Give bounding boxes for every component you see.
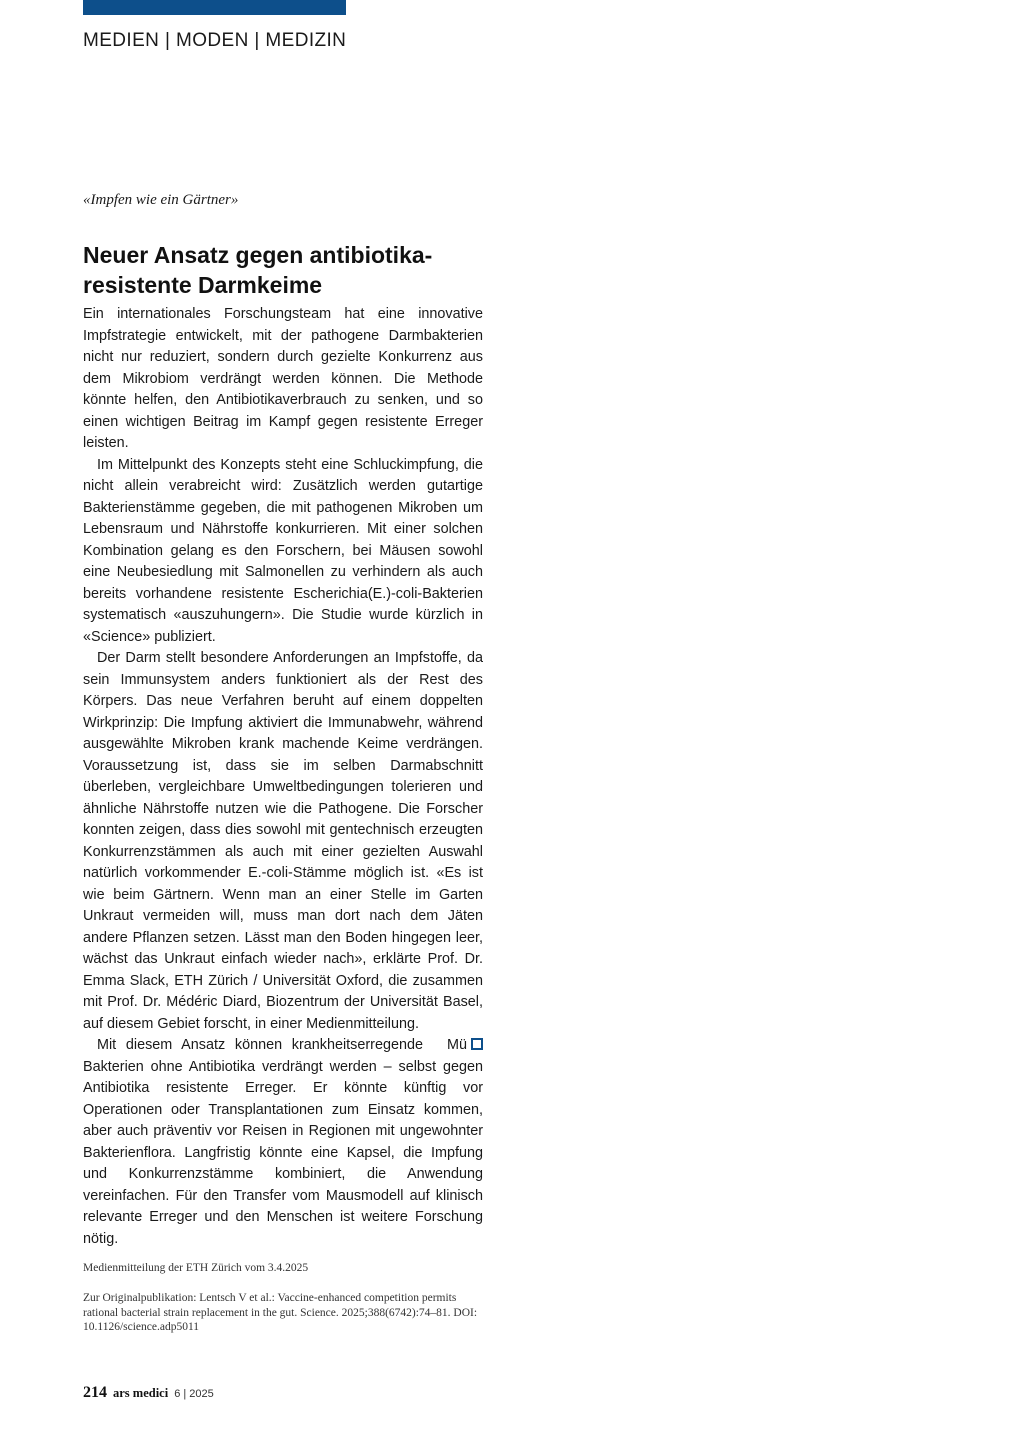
article-headline (83, 240, 483, 300)
article-paragraph: Ein internationales Forschungsteam hat eine innovative Impfstrategie entwickelt, mit der pathogene Darmbakterien nicht nur reduziert, sondern durch gezielte Konkurrenz aus dem Mikrobiom verdrängt werden können. Die Methode könnte helfen, den Antibiotikaverbrauch zu senken, und so einen wichtigen Beitrag im Kampf gegen resistente Erreger leisten. (83, 306, 483, 451)
section-label: MEDIEN | MODEN | MEDIZIN (83, 30, 347, 51)
article-paragraph: Im Mittelpunkt des Konzepts steht eine Schluckimpfung, die nicht allein verabreicht wird: Zusätzlich werden gutartige Bakterienstämme gegeben, die mit pathogenen Mikroben um Lebensraum und Nährstoffe konkurrieren. Mit einer solchen Kombination gelang es den Forschern, bei Mäusen sowohl eine Neubesiedlung mit Salmonellen zu verhindern als auch bereits vorhandene resistente Escherichia(E.)-coli-Bakterien systematisch «auszuhungern». Die Studie wurde kürzlich in «Science» publiziert. (83, 456, 483, 645)
page-footer (83, 1384, 214, 1402)
reference-note: Zur Originalpublikation: Lentsch V et al.: Vaccine-enhanced competition permits rational bacterial strain replacement in the gut. Science. 2025;388(6742):74–81. DOI: 10.1126/science.adp5011 (83, 1292, 478, 1333)
issue-number: 6 | 2025 (174, 1388, 214, 1400)
headline-line-2: resistente Darmkeime (83, 272, 323, 298)
article-paragraph-last (83, 1035, 483, 1250)
article-paragraph: Der Darm stellt besondere Anforderungen an Impfstoffe, da sein Immunsystem anders funktioniert als der Rest des Körpers. Das neue Verfahren beruht auf einem doppelten Wirkprinzip: Die Impfung aktiviert die Immunabwehr, während ausgewählte Mikroben krank machende Keime verdrängen. Voraussetzung ist, dass sie im selben Darmabschnitt überleben, vergleichbare Umweltbedingungen tolerieren und ähnliche Nährstoffe nutzen wie die Pathogene. Die Forscher konnten zeigen, dass dies sowohl mit gentechnisch erzeugten Konkurrenzstämmen als auch mit einer gezielten Auswahl natürlich vorkommender E.-coli-Stämme möglich ist. «Es ist wie beim Gärtnern. Wenn man an einer Stelle im Garten Unkraut vermeiden will, muss man dort nach dem Jäten andere Pflanzen setzen. Lässt man den Boden hingegen leer, wächst das Unkraut einfach wieder nach», erklärte Prof. Dr. Emma Slack, ETH Zürich / Universität Oxford, die zusammen mit Prof. Dr. Médéric Diard, Biozentrum der Universität Basel, auf diesem Gebiet forscht, in einer Medienmitteilung. (83, 650, 483, 1032)
author-signature (433, 1035, 483, 1057)
author-initials: Mü (447, 1037, 467, 1053)
source-note: Medienmitteilung der ETH Zürich vom 3.4.2025 (83, 1262, 309, 1274)
article-body (83, 304, 483, 1250)
journal-name: ars medici (113, 1386, 169, 1400)
headline-line-1: Neuer Ansatz gegen antibiotika- (83, 242, 433, 268)
end-of-article-square-icon (471, 1038, 483, 1050)
article-paragraph-text: Mit diesem Ansatz können krankheitserregende Bakterien ohne Antibiotika verdrängt werden – selbst gegen Antibiotika resistente Erreger. Er könnte künftig vor Operationen oder Transplantationen zum Einsatz kommen, aber auch präventiv vor Reisen in Regionen mit ungewohnter Bakterienflora. Langfristig könnte eine Kapsel, die Impfung und Konkurrenzstämme kombiniert, die Anwendung vereinfachen. Für den Transfer vom Mausmodell auf klinisch relevante Erreger und den Menschen ist weitere Forschung nötig. (83, 1037, 483, 1247)
article-kicker: «Impfen wie ein Gärtner» (83, 192, 239, 208)
section-color-bar (83, 0, 346, 15)
page-number: 214 (83, 1384, 107, 1401)
